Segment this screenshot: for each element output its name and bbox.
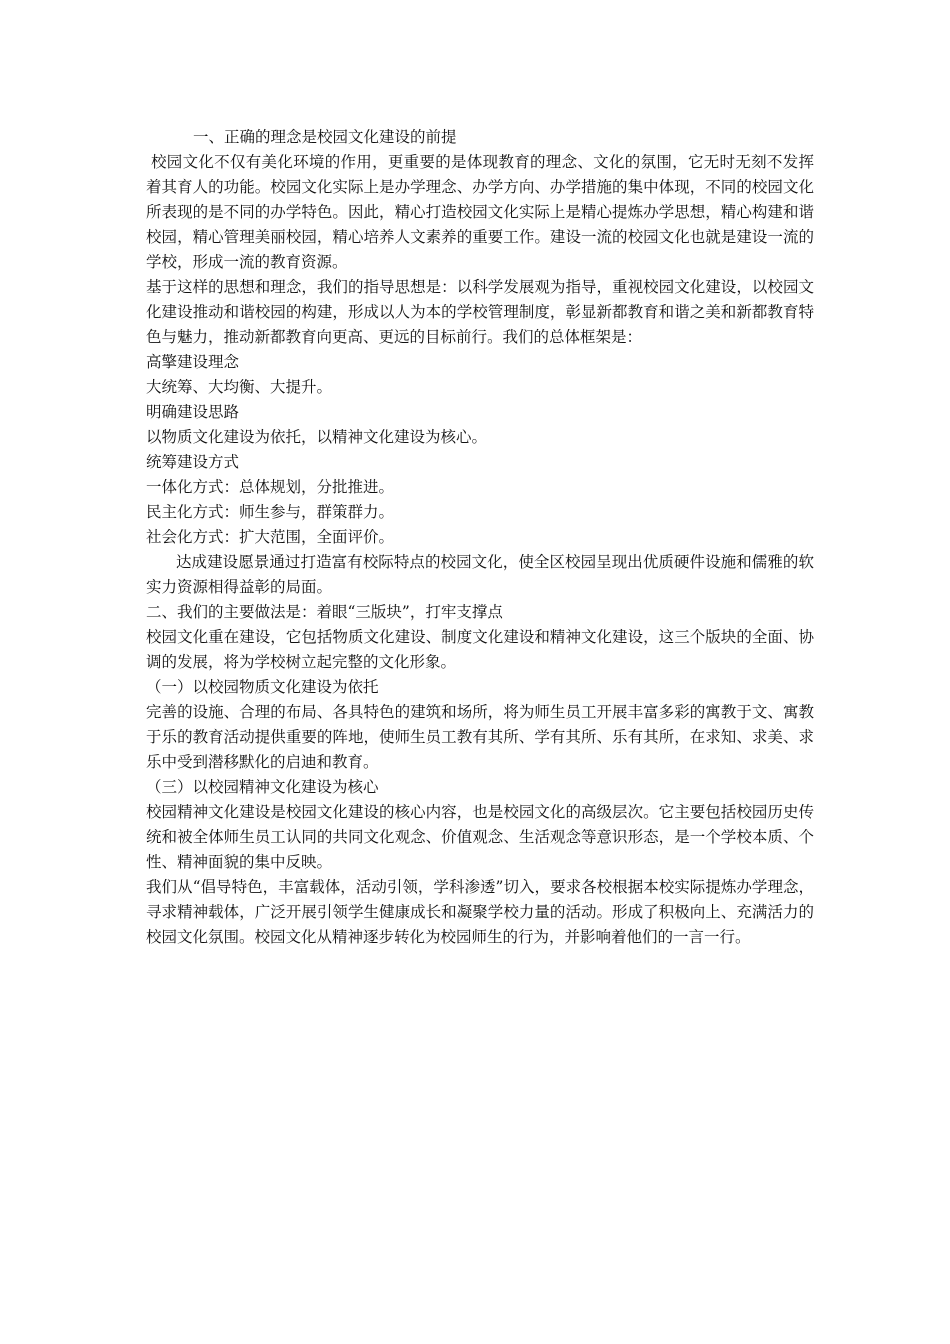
framework-item: 社会化方式：扩大范围，全面评价。 [146,528,395,546]
paragraph: 校园文化重在建设，它包括物质文化建设、制度文化建设和精神文化建设，这三个版块的全面、协调的发展，将为学校树立起完整的文化形象。 [146,628,814,671]
paragraph: 达成建设愿景通过打造富有校际特点的校园文化，使全区校园呈现出优质硬件设施和儒雅的软实力资源相得益彰的局面。 [146,553,814,596]
section-heading-1: 一、正确的理念是校园文化建设的前提 [193,128,457,146]
paragraph: 我们从“倡导特色，丰富载体，活动引领，学科渗透”切入，要求各校根据本校实际提炼办学理念，寻求精神载体，广泛开展引领学生健康成长和凝聚学校力量的活动。形成了积极向上、充满活力的校园文化氛围。校园文化从精神逐步转化为校园师生的行为，并影响着他们的一言一行。 [146,878,814,946]
document-body [146,125,814,950]
framework-heading: 高擎建设理念 [146,353,240,371]
framework-heading: 统筹建设方式 [146,453,240,471]
framework-heading: 明确建设思路 [146,403,240,421]
paragraph: 校园精神文化建设是校园文化建设的核心内容，也是校园文化的高级层次。它主要包括校园历史传统和被全体师生员工认同的共同文化观念、价值观念、生活观念等意识形态，是一个学校本质、个性、精神面貌的集中反映。 [146,803,814,871]
paragraph: 完善的设施、合理的布局、各具特色的建筑和场所，将为师生员工开展丰富多彩的寓教于文、寓教于乐的教育活动提供重要的阵地，使师生员工教有其所、学有其所、乐有其所，在求知、求美、求乐中受到潜移默化的启迪和教育。 [146,703,814,771]
paragraph: 校园文化不仅有美化环境的作用，更重要的是体现教育的理念、文化的氛围，它无时无刻不发挥着其育人的功能。校园文化实际上是办学理念、办学方向、办学措施的集中体现，不同的校园文化所表现的是不同的办学特色。因此，精心打造校园文化实际上是精心提炼办学思想，精心构建和谐校园，精心管理美丽校园，精心培养人文素养的重要工作。建设一流的校园文化也就是建设一流的学校，形成一流的教育资源。 [146,153,814,271]
subsection-heading: （一）以校园物质文化建设为依托 [146,678,379,696]
framework-item: 以物质文化建设为依托，以精神文化建设为核心。 [146,428,488,446]
paragraph: 基于这样的思想和理念，我们的指导思想是：以科学发展观为指导，重视校园文化建设，以校园文化建设推动和谐校园的构建，形成以人为本的学校管理制度，彰显新都教育和谐之美和新都教育特色与魅力，推动新都教育向更高、更远的目标前行。我们的总体框架是： [146,278,814,346]
subsection-heading: （三）以校园精神文化建设为核心 [146,778,379,796]
framework-item: 民主化方式：师生参与，群策群力。 [146,503,395,521]
framework-item: 大统筹、大均衡、大提升。 [146,378,333,396]
framework-item: 一体化方式：总体规划，分批推进。 [146,478,395,496]
section-heading-2: 二、我们的主要做法是：着眼“三版块”，打牢支撑点 [146,603,503,621]
